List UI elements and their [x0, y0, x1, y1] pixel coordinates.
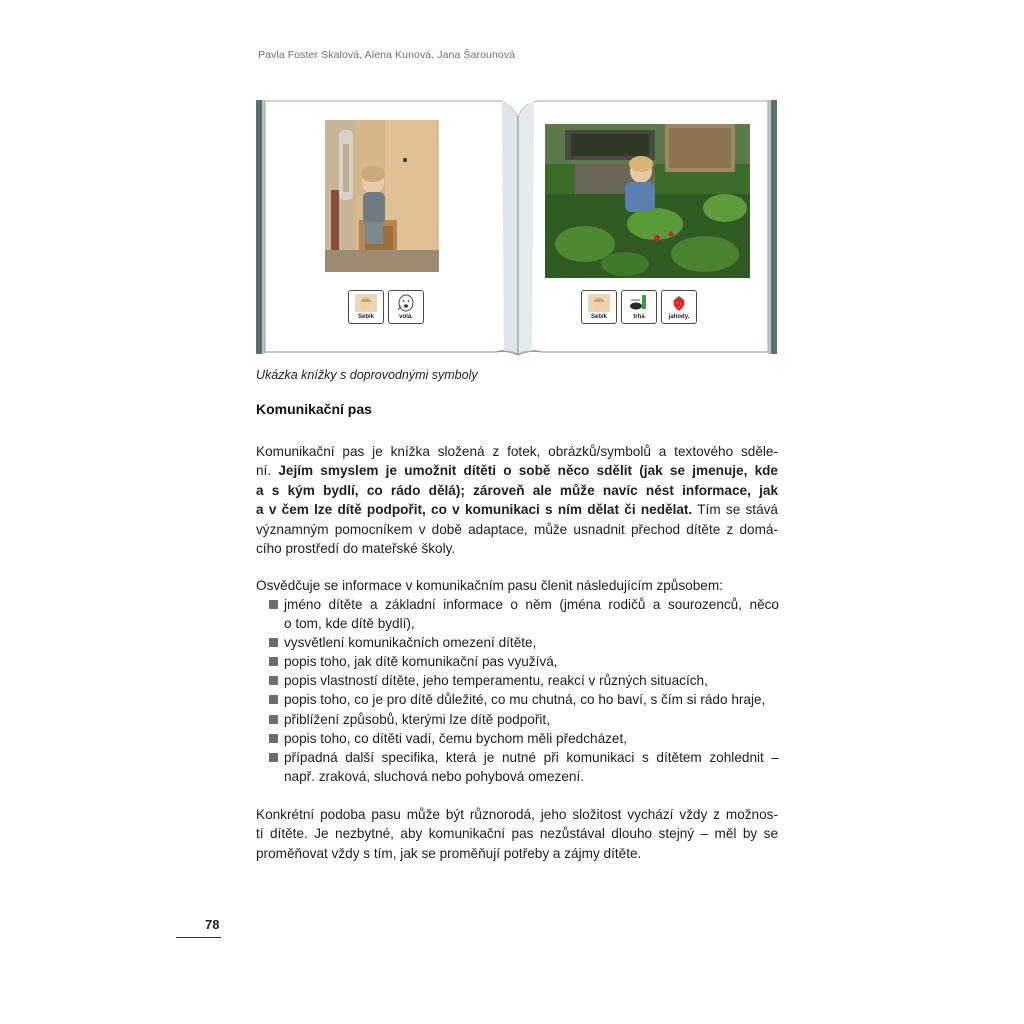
book-illustration [256, 98, 777, 356]
running-head: Pavla Foster Skalová, Alena Kunová, Jana Šarounová [258, 49, 516, 61]
symbol-card-sebik: Sebík [348, 290, 384, 324]
text-line: Osvědčuje se informace v komunikačním pasu členit následujícím způsobem: [256, 578, 723, 593]
text-line: Komunikační pas je knížka složená z fotek, obrázků/symbolů a textového sděle- [256, 444, 778, 459]
paragraph-intro [256, 442, 778, 558]
info-list [269, 595, 779, 786]
text-line: cího prostředí do mateřské školy. [256, 541, 456, 557]
symbol-strip-right [581, 290, 697, 324]
list-item: vysvětlení komunikačních omezení dítěte, [269, 633, 779, 652]
symbol-card-trha: trhá [621, 290, 657, 324]
child-face-icon [588, 294, 610, 312]
text-line: tí dítěte. Je nezbytné, aby komunikační pas nezůstával dlouho stejný – měl by se [256, 826, 778, 842]
paragraph-list-intro [256, 576, 778, 595]
text-line: a v čem lze dítě podpořit, co v komunikaci s ním dělat či nedělat. Tím se stává [256, 502, 778, 518]
page-number-rule [176, 937, 221, 938]
list-item: popis toho, co dítěti vadí, čemu bychom měli předcházet, [269, 729, 779, 748]
picking-hand-icon [628, 294, 650, 312]
list-item: popis vlastností dítěte, jeho temperamentu, reakcí v různých situacích, [269, 671, 779, 690]
figure-caption: Ukázka knížky s doprovodnými symboly [256, 368, 478, 382]
list-item: jméno dítěte a základní informace o něm (jména rodičů a sourozenců, něco o tom, kde dítě bydlí), [269, 595, 779, 633]
list-item: přiblížení způsobů, kterými lze dítě podpořit, [269, 710, 779, 729]
page-number: 78 [205, 917, 220, 932]
strawberry-icon [668, 294, 690, 312]
text-line: a s kým bydlí, co rádo dělá); zároveň ale může navíc nést informace, jak [256, 482, 778, 498]
child-face-icon [355, 294, 377, 312]
section-heading: Komunikační pas [256, 401, 372, 417]
list-item: popis toho, co je pro dítě důležité, co mu chutná, co ho baví, s čím si rádo hraje, [269, 690, 779, 709]
symbol-strip-left [348, 290, 424, 324]
symbol-card-jahody: jahody. [661, 290, 697, 324]
list-item: případná další specifika, která je nutné při komunikaci s dítětem zohlednit – např. zraková, sluchová nebo pohybová omezení. [269, 748, 779, 786]
list-item: popis toho, jak dítě komunikační pas využívá, [269, 652, 779, 671]
text-line: Konkrétní podoba pasu může být různorodá, jeho složitost vychází vždy z možnos- [256, 807, 778, 822]
photo-child-garden [545, 124, 750, 278]
calling-face-icon [395, 294, 417, 312]
text-line: ní. Jejím smyslem je umožnit dítěti o sobě něco sdělit (jak se jmenuje, kde [256, 463, 778, 479]
text-line: proměňovat vždy s tím, jak se proměňují potřeby a zájmy dítěte. [256, 845, 642, 861]
text-line: významným pomocníkem v době adaptace, může usnadnit přechod dítěte z domá- [256, 521, 778, 537]
paragraph-conclusion [256, 805, 778, 863]
photo-child-hallway [325, 120, 439, 272]
symbol-card-sebik: Sebík [581, 290, 617, 324]
symbol-card-vola: volá. [388, 290, 424, 324]
